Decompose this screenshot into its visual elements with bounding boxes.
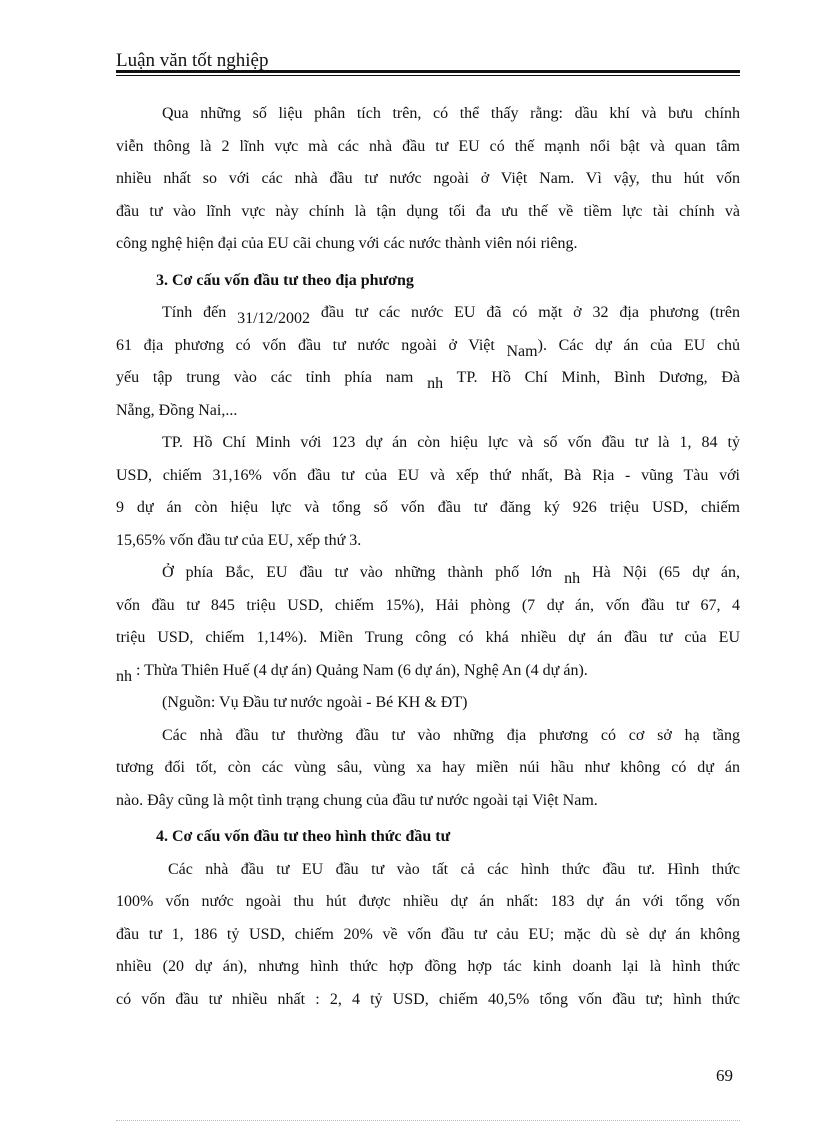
text-fragment: đầu tư các nước EU đã có mặt ở 32 địa phương (trên xyxy=(320,304,741,321)
text-fragment: ). Các dự án của EU chủ xyxy=(537,336,741,354)
text-line: Nẵng, Đồng Nai,... xyxy=(116,401,238,419)
text-line: vốn đầu tư 845 triệu USD, chiếm 15%), Hải phòng (7 dự án, vốn đầu tư 67, 4 xyxy=(116,596,740,614)
paragraph-4 xyxy=(116,557,740,687)
header-title: Luận văn tốt nghiệp xyxy=(116,50,269,71)
text-fragment: Hà Nội (65 dự án, xyxy=(592,564,741,581)
paragraph-1 xyxy=(116,98,740,261)
text-line: nào. Đây cũng là một tình trạng chung của đầu tư nước ngoài tại Việt Nam. xyxy=(116,791,598,809)
text-fragment: Ở phía Bắc, EU đầu tư vào những thành phố lớn xyxy=(162,564,553,581)
page-number: 69 xyxy=(716,1066,733,1085)
text-line xyxy=(116,297,740,330)
text-line: Các nhà đầu tư thường đầu tư vào những địa phương có cơ sở hạ tầng xyxy=(162,726,740,744)
text-line: 9 dự án còn hiệu lực và tổng số vốn đầu tư đăng ký 926 triệu USD, chiếm xyxy=(116,499,740,516)
text-line: 15,65% vốn đầu tư của EU, xếp thứ 3. xyxy=(116,531,362,549)
document-body xyxy=(116,98,740,1016)
paragraph-3 xyxy=(116,427,740,557)
text-line: viễn thông là 2 lĩnh vực mà các nhà đầu tư EU có thế mạnh nổi bật và quan tâm xyxy=(116,137,740,155)
section-heading-4: 4. Cơ cấu vốn đầu tư theo hình thức đầu tư xyxy=(156,828,451,845)
text-line: nhiều nhất so với các nhà đầu tư nước ngoài ở Việt Nam. Vì vậy, thu hút vốn xyxy=(116,170,740,187)
text-line: 100% vốn nước ngoài thu hút được nhiều dự án nhất: 183 dự án với tổng vốn xyxy=(116,893,740,910)
text-line xyxy=(116,557,740,590)
text-fragment-lowered: nh xyxy=(564,570,581,587)
header-rule xyxy=(116,70,740,76)
date-text: 31/12/2002 xyxy=(237,310,310,327)
text-line: công nghệ hiện đại của EU cãi chung với các nước thành viên nói riêng. xyxy=(116,235,578,252)
paragraph-2 xyxy=(116,297,740,427)
text-line: có vốn đầu tư nhiều nhất : 2, 4 tỷ USD, chiếm 40,5% tổng vốn đầu tư; hình thức xyxy=(116,990,740,1008)
text-line: Các nhà đầu tư EU đầu tư vào tất cả các hình thức đầu tư. Hình thức xyxy=(168,860,740,878)
footer-rule xyxy=(116,1120,740,1121)
section-heading-3: 3. Cơ cấu vốn đầu tư theo địa phương xyxy=(156,271,414,289)
text-line: TP. Hồ Chí Minh với 123 dự án còn hiệu lực và số vốn đầu tư là 1, 84 tỷ xyxy=(162,434,740,451)
text-fragment: Tính đến xyxy=(162,304,227,321)
text-line: triệu USD, chiếm 1,14%). Miền Trung công có khá nhiều dự án đầu tư của EU xyxy=(116,629,740,646)
text-fragment-lowered: nh xyxy=(116,667,132,685)
text-fragment-lowered: nh xyxy=(427,375,444,392)
text-line: nhiều (20 dự án), nhưng hình thức hợp đồng hợp tác kinh doanh lại là hình thức xyxy=(116,958,740,975)
text-line: đầu tư 1, 186 tỷ USD, chiếm 20% về vốn đầu tư cảu EU; mặc dù sè dự án không xyxy=(116,925,740,943)
paragraph-5 xyxy=(116,720,740,818)
text-line xyxy=(116,655,740,688)
text-fragment: TP. Hồ Chí Minh, Bình Dương, Đà xyxy=(456,369,741,386)
text-fragment-lowered: Nam xyxy=(506,342,538,360)
text-fragment: 61 địa phương có vốn đầu tư nước ngoài ở Việt xyxy=(116,336,495,354)
text-line: tương đối tốt, còn các vùng sâu, vùng xa hay miền núi hầu như không có dự án xyxy=(116,759,740,776)
text-line: USD, chiếm 31,16% vốn đầu tư của EU và xếp thứ nhất, Bà Rịa - vũng Tàu với xyxy=(116,466,740,484)
text-line: đầu tư vào lĩnh vực này chính là tận dụng tối đa ưu thế về tiềm lực tài chính và xyxy=(116,202,740,220)
text-line xyxy=(116,330,740,363)
text-fragment: : Thừa Thiên Huế (4 dự án) Quảng Nam (6 dự án), Nghệ An (4 dự án). xyxy=(136,661,588,679)
text-line: Qua những số liệu phân tích trên, có thể thấy rằng: dầu khí và bưu chính xyxy=(162,105,740,122)
paragraph-6 xyxy=(116,854,740,1017)
source-note: (Nguồn: Vụ Đầu tư nước ngoài - Bé KH & ĐT) xyxy=(162,694,468,711)
text-line xyxy=(116,362,740,395)
text-fragment: yếu tập trung vào các tỉnh phía nam xyxy=(116,369,414,386)
